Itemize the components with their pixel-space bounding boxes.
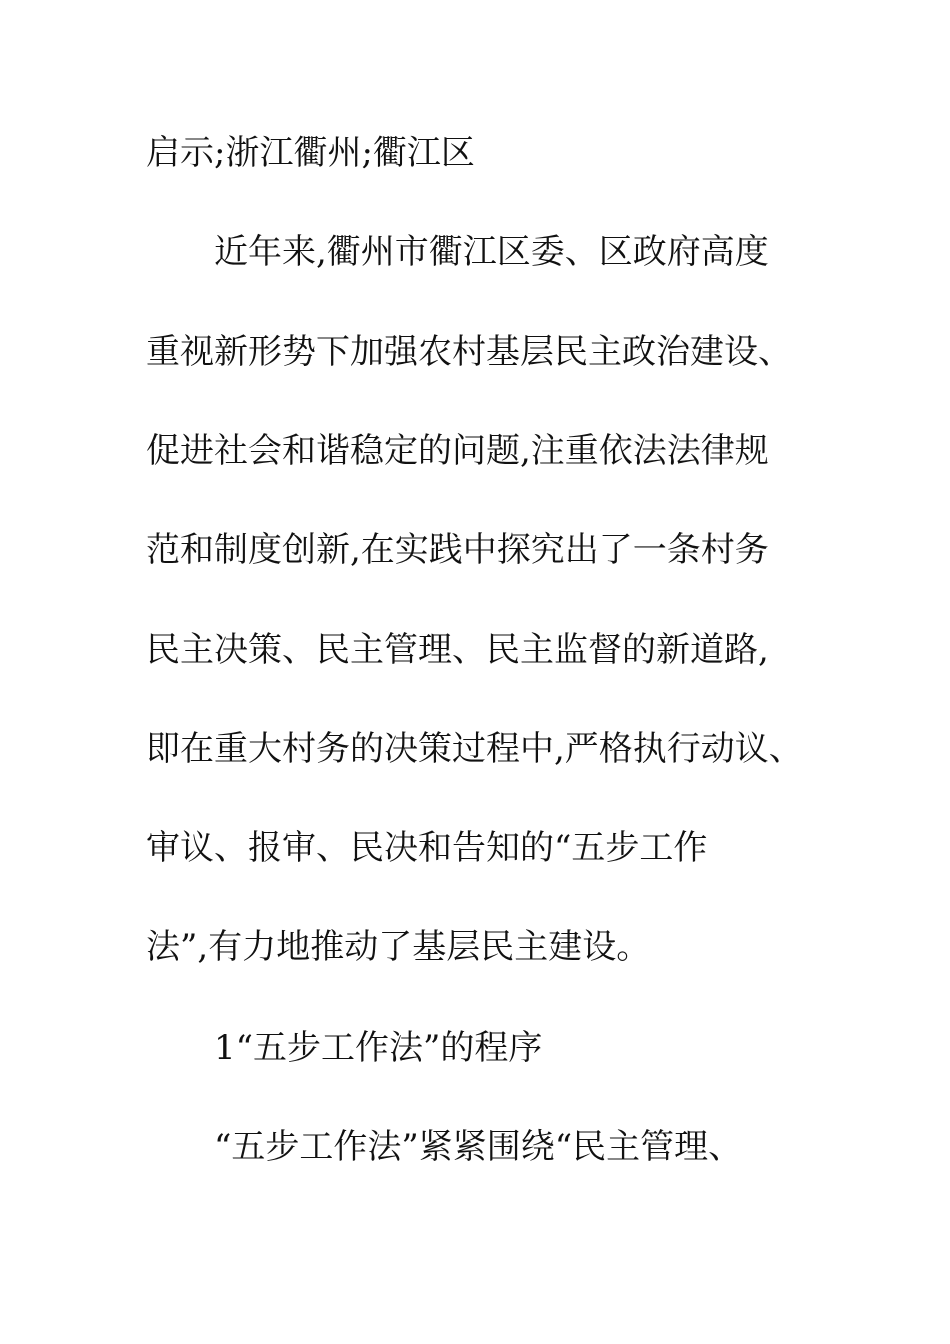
text-line-paragraph-1: 法”,有力地推动了基层民主建设。	[146, 927, 651, 967]
text-line-paragraph-1: 重视新形势下加强农村基层民主政治建设、	[146, 332, 792, 372]
text-line-paragraph-1: 促进社会和谐稳定的问题,注重依法法律规	[146, 431, 769, 471]
text-line-keywords: 启示;浙江衢州;衢江区	[146, 133, 475, 173]
text-line-paragraph-1: 近年来,衢州市衢江区委、区政府高度	[214, 232, 769, 272]
text-line-paragraph-1: 即在重大村务的决策过程中,严格执行动议、	[146, 729, 803, 769]
text-line-paragraph-1: 审议、报审、民决和告知的“五步工作	[146, 828, 708, 868]
text-line-paragraph-1: 范和制度创新,在实践中探究出了一条村务	[146, 530, 769, 570]
text-line-paragraph-1: 民主决策、民主管理、民主监督的新道路,	[146, 630, 769, 670]
section-heading: 1“五步工作法”的程序	[214, 1028, 543, 1068]
text-line-paragraph-2: “五步工作法”紧紧围绕“民主管理、	[214, 1127, 743, 1167]
